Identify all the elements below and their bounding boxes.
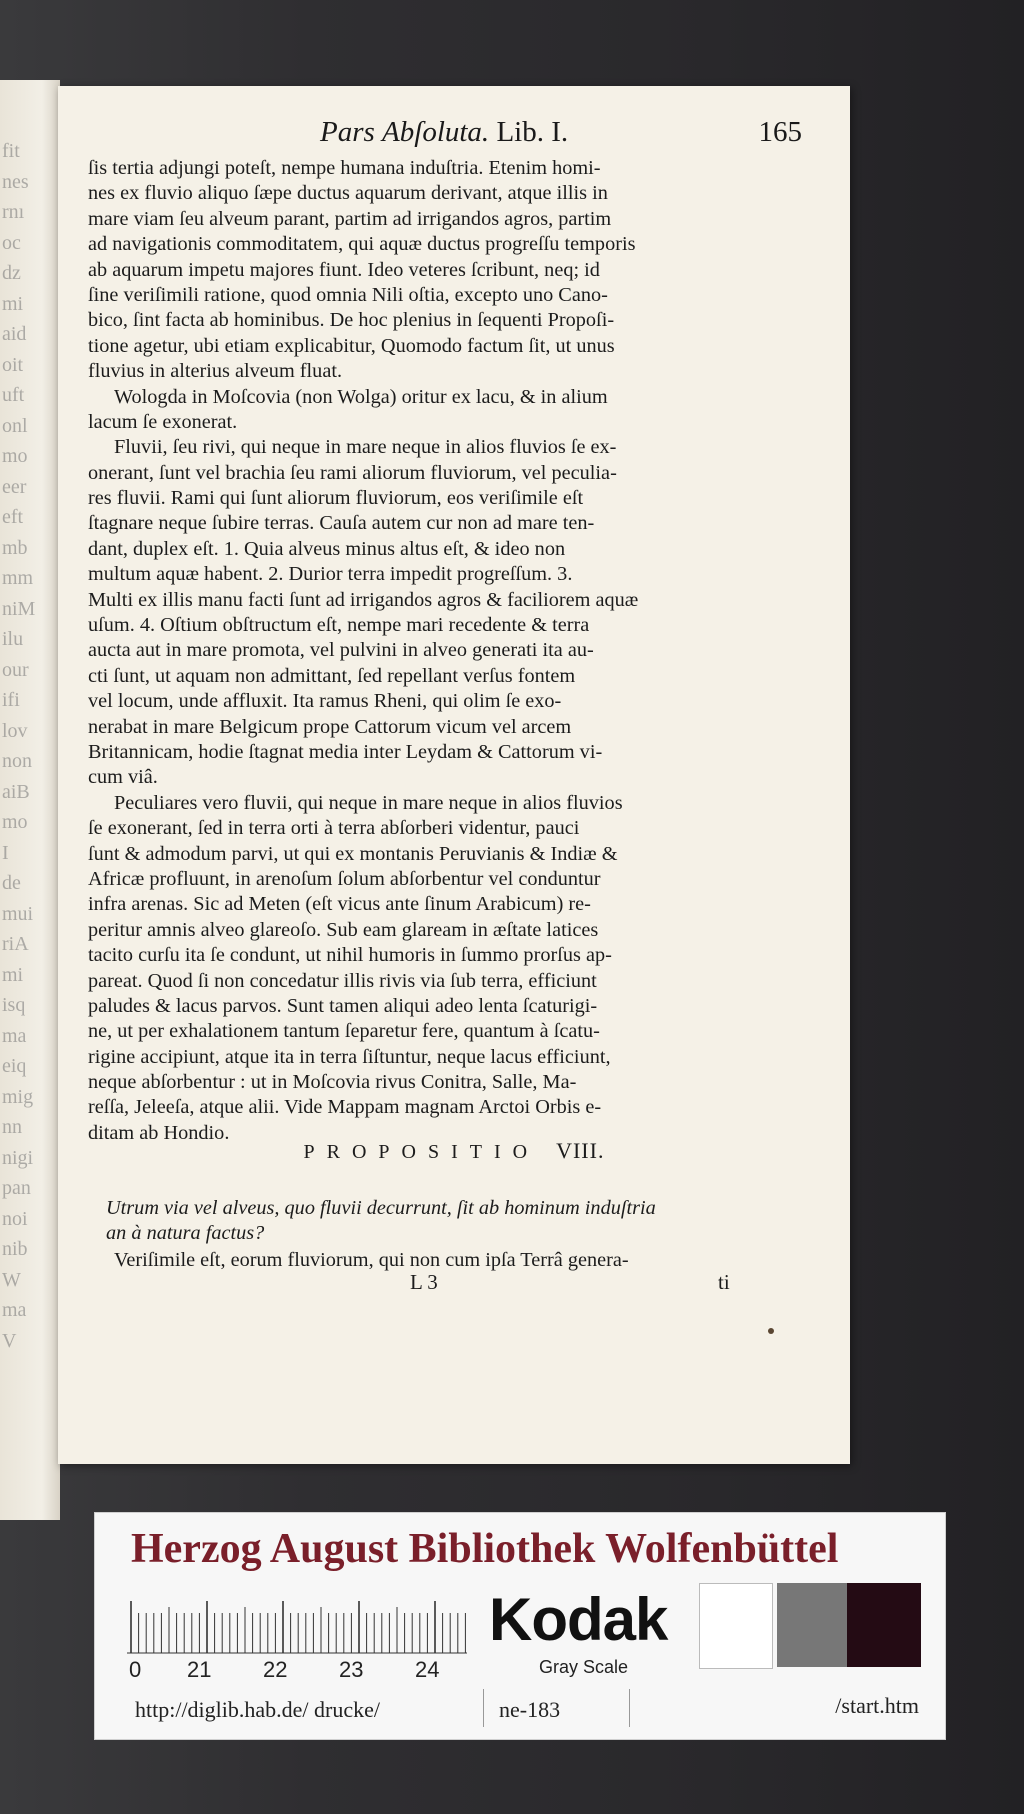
text-line: pareat. Quod ſi non concedatur illis rivis via ſub terra, efficiunt xyxy=(88,969,597,992)
gray-swatch-mid xyxy=(777,1583,849,1667)
adjacent-page-fragment: oit xyxy=(2,353,24,376)
text-line: Multi ex illis manu facti ſunt ad irrigandos agros & faciliorem aquæ xyxy=(88,588,639,611)
adjacent-page-fragment: nigi xyxy=(2,1146,34,1169)
adjacent-page-fragment: V xyxy=(2,1329,17,1352)
running-head-lib: Lib. I. xyxy=(496,116,569,148)
page-speck xyxy=(768,1328,774,1334)
target-card xyxy=(94,1512,946,1740)
text-line: Britannicam, hodie ſtagnat media inter Leydam & Cattorum vi- xyxy=(88,740,603,763)
adjacent-page-fragment: non xyxy=(2,750,32,772)
page-number: 165 xyxy=(758,116,802,148)
adjacent-page-fragment: mm xyxy=(2,567,34,589)
proposition-first-line: Veriſimile eſt, eorum fluviorum, qui non cum ipſa Terrâ genera- xyxy=(114,1249,629,1271)
adjacent-page-fragment: mo xyxy=(2,445,28,467)
running-head xyxy=(98,116,810,152)
url-prefix: http://diglib.hab.de/ drucke/ xyxy=(135,1697,381,1722)
text-line: ſine veriſimili ratione, quod omnia Nili oſtia, excepto uno Cano- xyxy=(88,283,608,306)
gray-swatch-white xyxy=(699,1583,773,1669)
url-suffix: /start.htm xyxy=(835,1693,919,1718)
adjacent-page-fragment: eer xyxy=(2,475,27,498)
proposition-question xyxy=(106,1196,806,1247)
ruler-label: 24 xyxy=(415,1657,440,1682)
adjacent-page-fragment: W xyxy=(2,1268,21,1291)
book-page xyxy=(58,86,850,1464)
adjacent-page-fragment: eiq xyxy=(2,1055,27,1077)
text-line: cum viâ. xyxy=(88,766,158,789)
text-line: ſtagnare neque ſubire terras. Cauſa autem cur non ad mare ten- xyxy=(88,512,595,535)
proposition-label: PROPOSITIO xyxy=(303,1141,540,1163)
adjacent-page-fragment: uft xyxy=(2,384,25,406)
gray-swatch-dark xyxy=(847,1583,921,1667)
text-line: dant, duplex eſt. 1. Quia alveus minus altus eſt, & ideo non xyxy=(88,537,566,560)
library-name: Herzog August Bibliothek Wolfenbüttel xyxy=(131,1526,839,1572)
running-head-title xyxy=(320,116,568,149)
text-line: vel locum, unde affluxit. Ita ramus Rheni, qui olim ſe exo- xyxy=(88,690,562,713)
divider xyxy=(629,1689,630,1727)
adjacent-page-fragment: nes xyxy=(2,170,29,193)
adjacent-page-fragment: ma xyxy=(2,1299,27,1321)
text-line: ſunt & admodum parvi, ut qui ex montanis Peruvianis & Indiæ & xyxy=(88,842,618,865)
text-line: cti ſunt, ut aquam non admittant, ſed repellant verſus fontem xyxy=(88,664,576,687)
text-line: ne, ut per exhalationem tantum ſeparetur fere, quantum à ſcatu- xyxy=(88,1020,600,1043)
text-line: Fluvii, ſeu rivi, qui neque in mare neque in alios fluvios ſe ex- xyxy=(114,436,617,459)
gray-scale-label: Gray Scale xyxy=(539,1657,629,1677)
adjacent-page-fragment: oc xyxy=(2,231,21,254)
measurement-ruler xyxy=(127,1595,469,1682)
text-line: aucta aut in mare promota, vel pulvini in alveo generati ita au- xyxy=(88,639,594,662)
adjacent-page-fragment: noi xyxy=(2,1207,28,1230)
ruler-label: 0 xyxy=(129,1657,142,1682)
adjacent-page-fragment: our xyxy=(2,658,29,681)
adjacent-page-fragment: niM xyxy=(2,597,36,620)
ruler-label: 23 xyxy=(339,1657,364,1682)
adjacent-page-fragment: ilu xyxy=(2,628,24,650)
text-line: Wologda in Moſcovia (non Wolga) oritur ex lacu, & in alium xyxy=(114,385,608,408)
text-line: lacum ſe exonerat. xyxy=(88,410,238,433)
adjacent-page-fragment: isq xyxy=(2,994,26,1016)
adjacent-page-fragment: mi xyxy=(2,292,24,315)
adjacent-page-fragment: I xyxy=(2,841,9,864)
adjacent-page-fragment: nn xyxy=(2,1116,22,1138)
text-line: nerabat in mare Belgicum prope Cattorum vicum vel arcem xyxy=(88,715,572,738)
text-line: fluvius in alterius alveum fluat. xyxy=(88,360,343,383)
text-line: Africæ profluunt, in arenoſum ſolum abſorbentur vel conduntur xyxy=(88,867,601,890)
ruler-ticks xyxy=(127,1595,469,1659)
proposition-number: VIII. xyxy=(556,1138,605,1163)
adjacent-page-fragment: fit xyxy=(2,140,20,162)
adjacent-page-fragment: mb xyxy=(2,536,28,559)
text-line: uſum. 4. Oſtium obſtructum eſt, nempe mari recedente & terra xyxy=(88,614,590,637)
adjacent-page-fragment: nib xyxy=(2,1238,28,1260)
running-head-absoluta: Abſoluta. xyxy=(382,116,490,148)
text-line: mare viam ſeu alveum parant, partim ad irrigandos agros, partim xyxy=(88,207,612,230)
text-line: onerant, ſunt vel brachia ſeu rami aliorum fluviorum, vel peculia- xyxy=(88,461,617,484)
text-line: infra arenas. Sic ad Meten (eſt vicus ante ſinum Arabicum) re- xyxy=(88,893,591,916)
adjacent-page-fragment: mui xyxy=(2,902,34,925)
text-line: bico, ſint facta ab hominibus. De hoc plenius in ſequenti Propoſi- xyxy=(88,309,615,332)
text-line: rigine accipiunt, atque ita in terra ſiſtuntur, neque lacus efficiunt, xyxy=(88,1045,611,1068)
proposition-question-line: an à natura factus? xyxy=(106,1222,265,1245)
text-line: peritur amnis alveo glareoſo. Sub eam glaream in æſtate latices xyxy=(88,918,599,941)
text-line: tione agetur, ubi etiam explicabitur, Quomodo factum ſit, ut unus xyxy=(88,334,615,357)
proposition-heading xyxy=(58,1138,850,1164)
adjacent-page-fragment: lov xyxy=(2,719,28,742)
kodak-logo: Kodak xyxy=(489,1586,668,1653)
adjacent-page-fragment: ma xyxy=(2,1024,27,1047)
adjacent-page-fragment: onl xyxy=(2,414,28,437)
adjacent-page-fragment: dz xyxy=(2,262,21,284)
text-line: ſis tertia adjungi poteſt, nempe humana induſtria. Etenim homi- xyxy=(88,157,601,179)
adjacent-page-fragment: pan xyxy=(2,1177,31,1199)
catchword: ti xyxy=(718,1270,730,1294)
ruler-label: 22 xyxy=(263,1657,288,1682)
divider xyxy=(483,1689,484,1727)
text-line: ditam ab Hondio. xyxy=(88,1121,230,1144)
body-text xyxy=(88,156,808,1146)
running-head-pars: Pars xyxy=(320,116,375,148)
text-line: reſſa, Jeleeſa, atque alii. Vide Mappam magnam Arctoi Orbis e- xyxy=(88,1096,602,1119)
text-line: paludes & lacus parvos. Sunt tamen aliqui adeo lenta ſcaturigi- xyxy=(88,994,598,1017)
proposition-question-line: Utrum via vel alveus, quo fluvii decurrunt, ſit ab hominum induſtria xyxy=(106,1197,656,1219)
adjacent-page-fragment: mo xyxy=(2,811,28,833)
text-line: ad navigationis commoditatem, qui aquæ ductus progreſſu temporis xyxy=(88,233,636,256)
adjacent-page-fragment: aiB xyxy=(2,780,30,803)
signature-mark: L 3 xyxy=(410,1270,438,1294)
ruler-label: 21 xyxy=(187,1657,212,1682)
adjacent-page-fragment: eft xyxy=(2,506,24,528)
text-line: res fluvii. Rami qui ſunt aliorum fluviorum, eos veriſimile eſt xyxy=(88,487,584,510)
text-line: tacito curſu ita ſe condunt, ut nihil humoris in ſummo prorſus ap- xyxy=(88,944,612,967)
adjacent-page-fragment: riA xyxy=(2,933,29,955)
adjacent-page-fragment: rnı xyxy=(2,201,25,223)
adjacent-page-fragment: aid xyxy=(2,323,27,345)
text-line: neque abſorbentur : ut in Moſcovia rivus Conitra, Salle, Ma- xyxy=(88,1071,577,1094)
text-line: Peculiares vero fluvii, qui neque in mare neque in alios fluvios xyxy=(114,791,623,814)
adjacent-page-edge xyxy=(0,80,60,1520)
text-line: ſe exonerant, ſed in terra orti à terra abſorberi videntur, pauci xyxy=(88,817,580,840)
text-line: ab aquarum impetu majores fiunt. Ideo veteres ſcribunt, neq; id xyxy=(88,258,600,281)
adjacent-page-fragment: ifi xyxy=(2,689,20,711)
text-line: nes ex fluvio aliquo ſæpe ductus aquarum derivant, atque illis in xyxy=(88,182,608,205)
adjacent-page-fragment: mig xyxy=(2,1085,34,1108)
adjacent-page-fragment: de xyxy=(2,872,21,894)
adjacent-page-fragment: mi xyxy=(2,963,24,986)
text-line: multum aquæ habent. 2. Durior terra impedit progreſſum. 3. xyxy=(88,563,573,586)
shelfmark: ne-183 xyxy=(499,1697,561,1722)
